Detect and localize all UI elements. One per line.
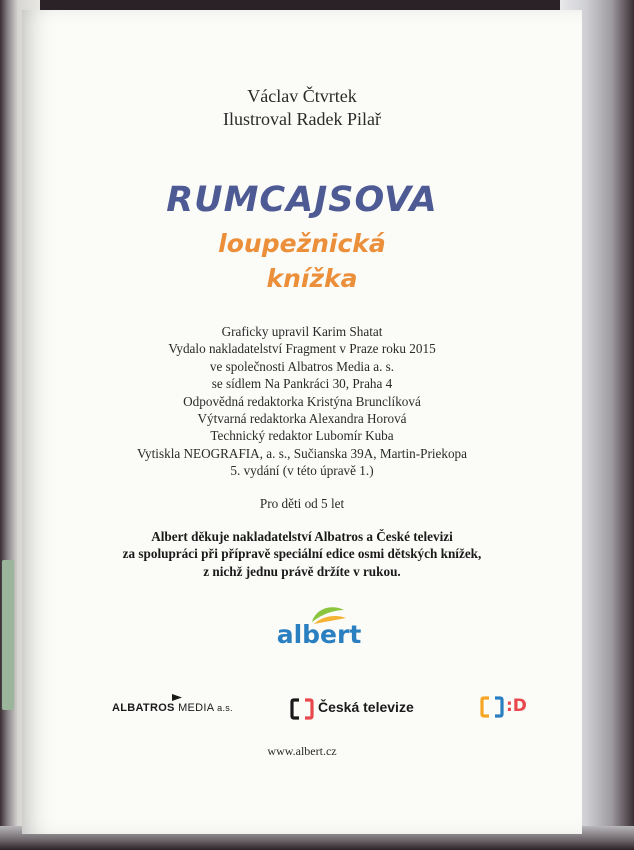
- albatros-flag-icon: [172, 694, 182, 701]
- title-page: [22, 10, 582, 834]
- ctd-wordmark: :D: [506, 696, 527, 716]
- credit-line: ve společnosti Albatros Media a. s.: [209, 358, 395, 374]
- acknowledgement: [22, 528, 582, 580]
- acknowledgement-line: Albert děkuje nakladatelství Albatros a České televizi: [151, 529, 453, 544]
- imprint-credits: [22, 323, 582, 480]
- media-wordmark: MEDIA: [178, 702, 214, 714]
- albert-logo: [274, 602, 364, 662]
- credit-line: Technický redaktor Lubomír Kuba: [210, 428, 394, 444]
- age-recommendation: Pro děti od 5 let: [259, 496, 345, 511]
- credit-line: Vydalo nakladatelství Fragment v Praze roku 2015: [168, 341, 436, 357]
- credit-line: se sídlem Na Pankráci 30, Praha 4: [211, 376, 393, 392]
- credit-line: Graficky upravil Karim Shatat: [221, 324, 383, 339]
- credit-line: Vytiskla NEOGRAFIA, a. s., Sučianska 39A, Martin-Priekopa: [136, 445, 467, 461]
- ct-bracket-icon: [290, 698, 314, 720]
- credit-line: Odpovědná redaktorka Kristýna Brunclíková: [183, 393, 421, 409]
- albatros-media-logo: [112, 702, 262, 714]
- company-suffix: a.s.: [217, 703, 233, 713]
- ceska-televize-wordmark: Česká televize: [318, 699, 414, 715]
- acknowledgement-line: za spolupráci při přípravě speciální edice osmi dětských knížek,: [122, 546, 482, 562]
- ceska-televize-logo: [290, 698, 430, 720]
- acknowledgement-line: z nichž jednu právě držíte v rukou.: [203, 563, 401, 579]
- website-url: www.albert.cz: [267, 744, 337, 758]
- illustrator-credit: Ilustroval Radek Pilař: [223, 109, 381, 129]
- credit-line: Výtvarná redaktorka Alexandra Horová: [197, 411, 407, 427]
- ctd-logo: [480, 696, 536, 720]
- albatros-wordmark: ALBATROS: [112, 702, 175, 714]
- ctd-bracket-icon: [480, 696, 504, 718]
- book-title-line2: loupežnická: [218, 229, 386, 258]
- author-name: Václav Čtvrtek: [247, 86, 357, 106]
- book-title-line3: knížka: [266, 264, 358, 293]
- bookmark-tab: [2, 560, 14, 710]
- credit-line: 5. vydání (v této úpravě 1.): [230, 463, 374, 479]
- albert-wordmark: albert: [276, 620, 362, 649]
- book-title-main: RUMCAJSOVA: [166, 180, 438, 220]
